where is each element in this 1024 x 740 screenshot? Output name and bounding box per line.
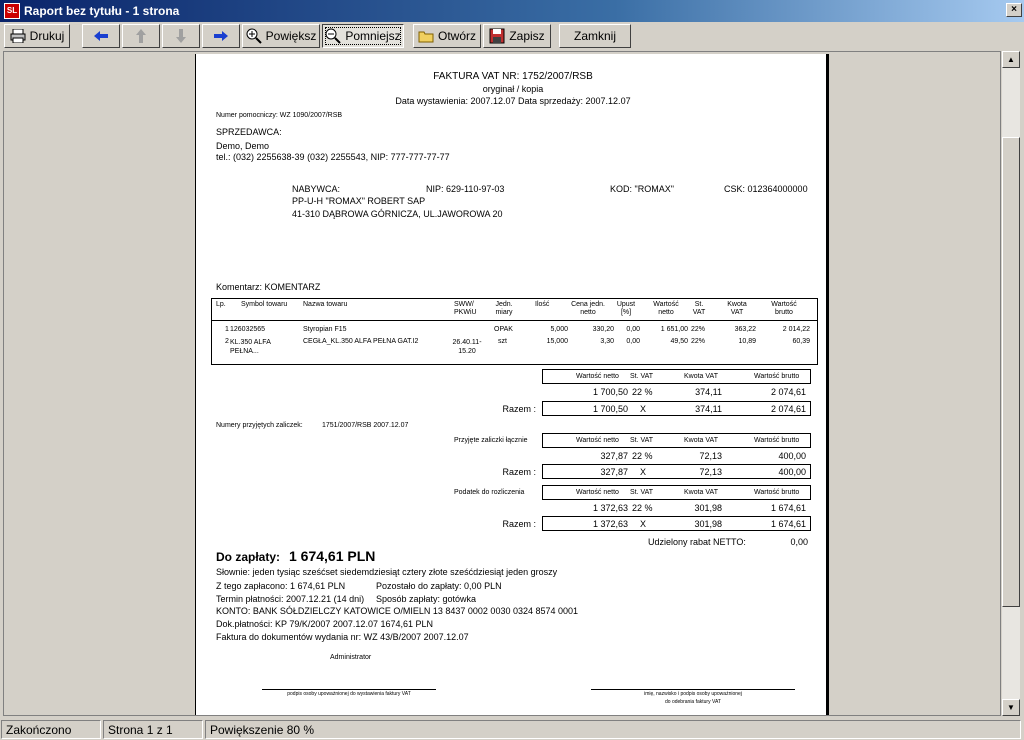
summary3-total-vat: X <box>640 519 647 529</box>
col-price: Cena jedn. netto <box>571 301 605 316</box>
row-vat-rate: 22% <box>691 338 706 345</box>
summary3-h-gross: Wartość brutto <box>754 489 800 496</box>
advance-label: Przyjęte zaliczki łącznie <box>454 437 528 444</box>
summary2-net: 327,87 <box>600 451 628 461</box>
payment-term: Termin płatności: 2007.12.21 (14 dni) <box>216 594 365 604</box>
arrow-left-icon <box>93 30 109 42</box>
summary2-total-gross: 400,00 <box>778 467 806 477</box>
summary3-total-label: Razem : <box>502 519 536 529</box>
scroll-down-button[interactable]: ▼ <box>1002 699 1020 716</box>
col-gross: Wartość brutto <box>771 301 797 316</box>
summary2-total-net: 327,87 <box>600 467 628 477</box>
row-gross: 2 014,22 <box>782 326 810 333</box>
summary1-h-gross: Wartość brutto <box>754 373 800 380</box>
row-net: 1 651,00 <box>660 326 688 333</box>
summary1-h-vatamt: Kwota VAT <box>684 373 718 380</box>
print-label: Drukuj <box>29 29 65 43</box>
save-label: Zapisz <box>509 29 545 43</box>
col-discount: Upust [%] <box>616 301 636 316</box>
summary2-vat: 22 % <box>632 451 653 461</box>
issuer-name: Administrator <box>330 654 372 661</box>
row-lp: 2 <box>225 338 229 345</box>
col-net: Wartość netto <box>653 301 679 316</box>
summary2-h-net: Wartość netto <box>576 437 619 444</box>
summary3-total-net: 1 372,63 <box>592 519 628 529</box>
title-bar[interactable] <box>0 0 1024 22</box>
col-symbol: Symbol towaru <box>241 301 288 308</box>
advance-numbers: 1751/2007/RSB 2007.12.07 <box>322 422 409 429</box>
summary2-total-label: Razem : <box>502 467 536 477</box>
summary3-h-vatamt: Kwota VAT <box>684 489 718 496</box>
summary3-h-net: Wartość netto <box>576 489 619 496</box>
summary1-gross: 2 074,61 <box>770 387 806 397</box>
comment: Komentarz: KOMENTARZ <box>216 282 321 292</box>
summary3-total-vatamt: 301,98 <box>694 519 722 529</box>
row-vat-amount: 363,22 <box>734 326 756 333</box>
invoice-dates: Data wystawienia: 2007.12.07 Data sprzedaży: 2007.12.07 <box>395 96 631 106</box>
invoice-title: FAKTURA VAT NR: 1752/2007/RSB <box>433 71 593 82</box>
invoice-page <box>195 54 829 716</box>
col-name: Nazwa towaru <box>303 301 348 308</box>
payment-method: Sposób zapłaty: gotówka <box>376 594 477 604</box>
report-viewport[interactable] <box>3 51 1001 716</box>
aux-number: Numer pomocniczy: WZ 1090/2007/RSB <box>216 112 343 119</box>
seller-name: Demo, Demo <box>216 141 270 151</box>
paid-amount: Z tego zapłacono: 1 674,61 PLN <box>216 581 346 591</box>
print-button[interactable] <box>4 24 70 48</box>
row-lp: 1 <box>225 326 229 333</box>
row-unit: szt <box>498 338 507 345</box>
row-unit: OPAK <box>494 326 513 333</box>
summary3-net: 1 372,63 <box>592 503 628 513</box>
payment-documents: Dok.płatności: KP 79/K/2007 2007.12.07 1674,61 PLN <box>216 619 433 629</box>
summary1-total-label: Razem : <box>502 404 536 414</box>
zoom-out-button[interactable] <box>322 24 404 48</box>
col-vat-rate: St. VAT <box>692 301 706 316</box>
close-button[interactable] <box>559 24 631 48</box>
next-page-button[interactable] <box>162 24 200 48</box>
row-vat-rate: 22% <box>691 326 706 333</box>
summary2-h-vat: St. VAT <box>630 437 654 444</box>
row-symbol: 126032565 <box>230 326 266 333</box>
previous-page-button[interactable] <box>122 24 160 48</box>
status-zoom: Powiększenie 80 % <box>205 720 1021 739</box>
buyer-code: KOD: "ROMAX" <box>610 184 674 194</box>
items-table-header-rule <box>211 320 818 321</box>
seller-label: SPRZEDAWCA: <box>216 127 282 137</box>
summary1-vatamt: 374,11 <box>695 387 722 397</box>
discount-label: Udzielony rabat NETTO: <box>648 537 746 547</box>
remaining-amount: Pozostało do zapłaty: 0,00 PLN <box>376 581 502 591</box>
summary2-vatamt: 72,13 <box>699 451 722 461</box>
buyer-csk: CSK: 012364000000 <box>724 184 808 194</box>
scroll-up-button[interactable]: ▲ <box>1002 51 1020 68</box>
row-symbol: KL.350 ALFA PEŁNA... <box>230 339 271 355</box>
summary3-h-vat: St. VAT <box>630 489 654 496</box>
open-label: Otwórz <box>437 29 476 43</box>
col-pkwiu: SWW/ PKWiU <box>454 301 477 316</box>
row-gross: 60,39 <box>792 338 810 345</box>
summary2-gross: 400,00 <box>778 451 806 461</box>
advance-numbers-label: Numery przyjętych zaliczek: <box>216 422 303 429</box>
buyer-label: NABYWCA: <box>292 184 341 194</box>
related-documents: Faktura do dokumentów wydania nr: WZ 43/B/2007 2007.12.07 <box>216 632 469 642</box>
col-qty: Ilość <box>535 301 550 308</box>
row-price: 330,20 <box>592 326 614 333</box>
to-pay-label: Do zapłaty: <box>216 550 281 564</box>
seller-contact: tel.: (032) 2255638-39 (032) 2255543, NIP: 777-777-77-77 <box>216 152 450 162</box>
arrow-right-icon <box>213 30 229 42</box>
save-disk-icon <box>489 28 505 44</box>
col-vat-amount: Kwota VAT <box>727 301 747 316</box>
vertical-scrollbar[interactable] <box>1002 51 1020 716</box>
summary1-vat: 22 % <box>632 387 653 397</box>
signature-caption-right-2: do odebrania faktury VAT <box>665 699 721 705</box>
row-vat-amount: 10,89 <box>738 338 756 345</box>
signature-caption-right-1: imię, nazwisko i podpis osoby upoważnionej <box>644 691 742 697</box>
row-name: CEGŁA_KL.350 ALFA PEŁNA GAT.I2 <box>303 338 419 345</box>
status-state: Zakończono <box>1 720 101 739</box>
open-button[interactable] <box>413 24 481 48</box>
summary2-total-vat: X <box>640 467 647 477</box>
buyer-name: PP-U-H "ROMAX" ROBERT SAP <box>292 196 426 206</box>
arrow-down-icon <box>175 28 187 44</box>
settle-label: Podatek do rozliczenia <box>454 489 525 496</box>
summary3-gross: 1 674,61 <box>770 503 806 513</box>
close-window-button[interactable]: × <box>1006 3 1022 17</box>
signature-line-left <box>262 689 436 690</box>
row-net: 49,50 <box>670 338 688 345</box>
last-page-button[interactable] <box>202 24 240 48</box>
zoom-out-label: Pomniejsz <box>345 29 401 43</box>
to-pay-value: 1 674,61 PLN <box>289 548 376 564</box>
row-qty: 5,000 <box>550 326 568 333</box>
summary1-total-vatamt: 374,11 <box>695 404 722 414</box>
signature-line-right <box>591 689 795 690</box>
row-discount: 0,00 <box>626 326 640 333</box>
app-icon: SL <box>4 3 20 19</box>
summary3-total-gross: 1 674,61 <box>770 519 806 529</box>
summary1-net: 1 700,50 <box>592 387 628 397</box>
invoice-copy: oryginał / kopia <box>482 84 544 94</box>
folder-icon <box>418 29 434 43</box>
signature-caption-left: podpis osoby upoważnionej do wystawienia faktury VAT <box>287 691 411 697</box>
summary3-vatamt: 301,98 <box>694 503 722 513</box>
col-unit: Jedn. miary <box>495 301 513 316</box>
zoom-in-icon <box>246 28 262 44</box>
col-lp: Lp. <box>216 301 226 308</box>
buyer-address: 41-310 DĄBROWA GÓRNICZA, UL.JAWOROWA 20 <box>292 209 503 219</box>
summary1-total-net: 1 700,50 <box>592 404 628 414</box>
toolbar <box>0 23 1024 50</box>
summary2-total-vatamt: 72,13 <box>699 467 722 477</box>
close-label: Zamknij <box>573 29 616 43</box>
summary1-total-vat: X <box>640 404 647 414</box>
first-page-button[interactable] <box>82 24 120 48</box>
row-qty: 15,000 <box>546 338 568 345</box>
status-bar <box>0 718 1024 740</box>
zoom-out-icon <box>325 28 341 44</box>
status-page: Strona 1 z 1 <box>103 720 203 739</box>
arrow-up-icon <box>135 28 147 44</box>
row-pkwiu: 26.40.11-15.20 <box>452 339 482 355</box>
summary1-h-net: Wartość netto <box>576 373 619 380</box>
zoom-in-label: Powiększ <box>265 29 317 43</box>
summary2-h-vatamt: Kwota VAT <box>684 437 718 444</box>
row-name: Styropian F15 <box>303 326 347 333</box>
summary1-h-vat: St. VAT <box>630 373 654 380</box>
window-title: Raport bez tytułu - 1 strona <box>24 4 180 18</box>
summary3-vat: 22 % <box>632 503 653 513</box>
row-price: 3,30 <box>600 338 614 345</box>
row-discount: 0,00 <box>626 338 640 345</box>
summary1-total-gross: 2 074,61 <box>770 404 806 414</box>
amount-in-words: Słownie: jeden tysiąc sześćset siedemdziesiąt cztery złote sześćdziesiąt jeden groszy <box>216 567 558 577</box>
zoom-in-button[interactable] <box>242 24 320 48</box>
bank-account: KONTO: BANK SÓŁDZIELCZY KATOWICE O/MIELN 13 8437 0002 0030 0324 8574 0001 <box>216 606 579 616</box>
save-button[interactable] <box>483 24 551 48</box>
scroll-thumb[interactable] <box>1002 137 1020 607</box>
buyer-nip: NIP: 629-110-97-03 <box>426 184 505 194</box>
discount-value: 0,00 <box>790 537 808 547</box>
summary2-h-gross: Wartość brutto <box>754 437 800 444</box>
printer-icon <box>10 29 26 43</box>
